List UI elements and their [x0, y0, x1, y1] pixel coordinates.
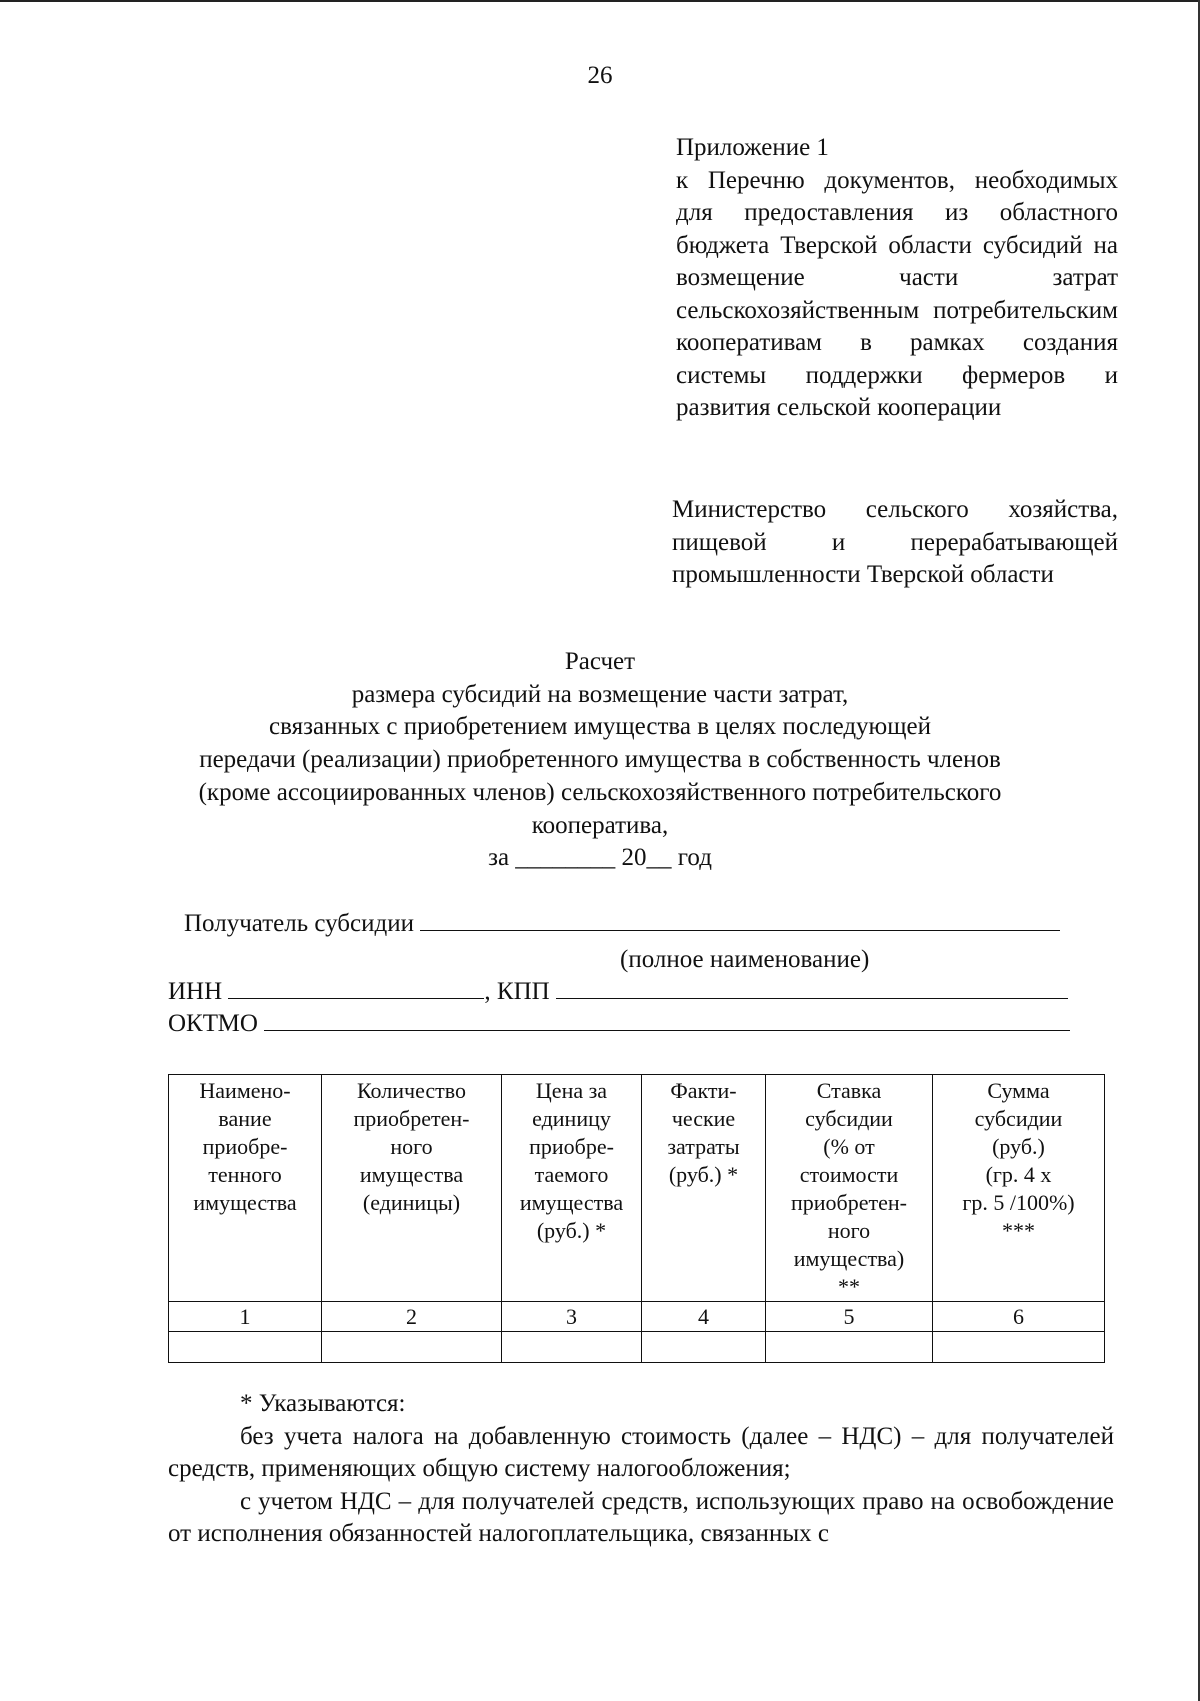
- kpp-label: , КПП: [484, 978, 550, 1005]
- calculation-title: [150, 646, 1050, 875]
- appendix-block: [676, 132, 1118, 425]
- calc-title-line: (кроме ассоциированных членов) сельскохозяйственного потребительского: [198, 778, 1002, 806]
- table-cell: [766, 1332, 933, 1363]
- table-cell: [169, 1332, 322, 1363]
- subsidy-calculation-table: [168, 1074, 1105, 1363]
- table-cell: [502, 1332, 642, 1363]
- column-number: 3: [502, 1302, 642, 1332]
- oktmo-row: [168, 1008, 1070, 1038]
- recipient-hint: (полное наименование): [620, 946, 870, 973]
- page-number: 26: [587, 62, 613, 89]
- recipient-blank-line: [420, 908, 1060, 931]
- footnote-paragraph: без учета налога на добавленную стоимость (далее – НДС) – для получателей средств, применяющих общую систему налогообложения;: [168, 1422, 1114, 1482]
- ministry-addressee: Министерство сельского хозяйства, пищевой и перерабатывающей промышленности Тверской области: [672, 496, 1118, 588]
- column-number: 5: [766, 1302, 933, 1332]
- table-cell: [322, 1332, 502, 1363]
- table-cell: [642, 1332, 766, 1363]
- footnote-paragraph: с учетом НДС – для получателей средств, использующих право на освобождение от исполнения обязанностей налогоплательщика, связанных с: [168, 1487, 1114, 1547]
- calc-period-line: за ________ 20__ год: [488, 844, 712, 872]
- header-subsidy-rate: Ставка субсидии (% от стоимости приобретен- ного имущества) **: [766, 1075, 933, 1302]
- calc-title-line: Расчет: [564, 648, 636, 675]
- appendix-title: Приложение 1: [676, 134, 829, 161]
- appendix-body: к Перечню документов, необходимых для предоставления из областного бюджета Тверской области субсидий на возмещение части затрат сельскохозяйственным потребительским кооперативам в рамках создания системы поддержки фермеров и развития сельской кооперации: [676, 166, 1118, 421]
- inn-blank-line: [228, 976, 484, 999]
- column-number: 2: [322, 1302, 502, 1332]
- header-quantity: Количество приобретен- ного имущества (единицы): [322, 1075, 502, 1302]
- column-number: 6: [933, 1302, 1105, 1332]
- recipient-row: [184, 908, 1060, 938]
- oktmo-label: ОКТМО: [168, 1010, 258, 1037]
- inn-label: ИНН: [168, 978, 223, 1005]
- column-number: 1: [169, 1302, 322, 1332]
- table-cell: [933, 1332, 1105, 1363]
- column-number: 4: [642, 1302, 766, 1332]
- footnotes: [168, 1388, 1114, 1551]
- kpp-blank-line: [556, 976, 1068, 999]
- header-subsidy-amount: Сумма субсидии (руб.) (гр. 4 х гр. 5 /100%) ***: [933, 1075, 1105, 1302]
- header-actual-costs: Факти- ческие затраты (руб.) *: [642, 1075, 766, 1302]
- calc-title-line: кооператива,: [531, 811, 669, 839]
- footnote-heading: * Указываются:: [240, 1390, 406, 1417]
- header-item-name: Наимено- вание приобре- тенного имущества: [169, 1075, 322, 1302]
- header-unit-price: Цена за единицу приобре- таемого имущества (руб.) *: [502, 1075, 642, 1302]
- recipient-label: Получатель субсидии: [184, 910, 414, 937]
- table-empty-row: [169, 1332, 1105, 1363]
- column-number-row: [169, 1302, 1105, 1332]
- inn-kpp-row: [168, 976, 1068, 1006]
- calc-title-line: передачи (реализации) приобретенного имущества в собственность членов: [199, 746, 1001, 774]
- oktmo-blank-line: [264, 1008, 1070, 1031]
- calc-title-line: размера субсидий на возмещение части затрат,: [351, 680, 849, 708]
- scan-top-edge: [0, 0, 1200, 2]
- calc-title-line: связанных с приобретением имущества в целях последующей: [269, 713, 931, 741]
- table-header-row: [169, 1075, 1105, 1302]
